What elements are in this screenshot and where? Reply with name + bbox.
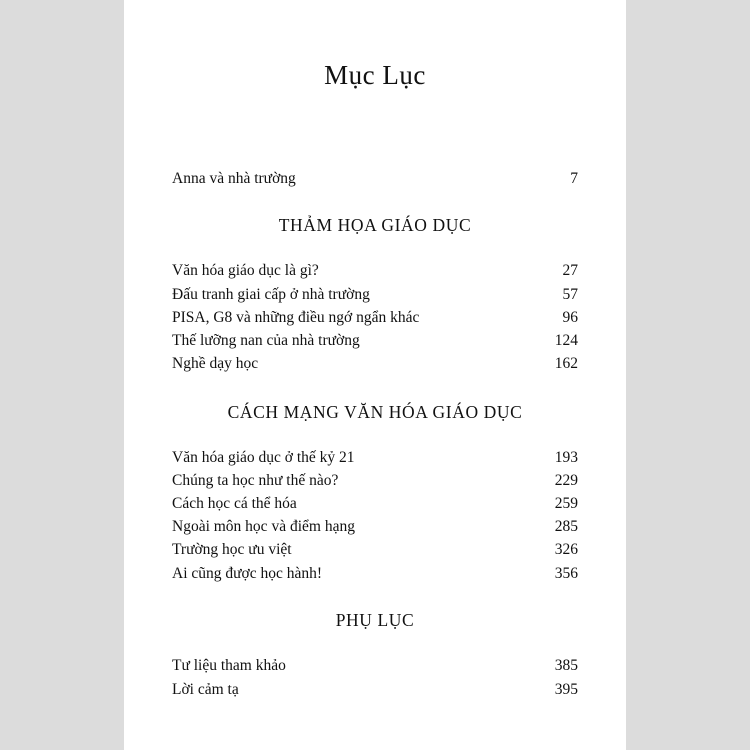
toc-entry-label: Thế lưỡng nan của nhà trường [172, 332, 360, 349]
toc-entry-page: 162 [554, 355, 578, 372]
toc-entry-intro [172, 168, 578, 190]
toc-entry-label: Lời cảm tạ [172, 681, 239, 698]
toc-entry-page: 326 [554, 541, 578, 558]
toc-entry-label: Trường học ưu việt [172, 541, 292, 558]
toc-entry [172, 539, 578, 561]
toc-entry-label: Văn hóa giáo dục ở thế kỷ 21 [172, 449, 355, 466]
toc-entry-page: 356 [554, 565, 578, 582]
toc-entry [172, 493, 578, 515]
book-page [124, 0, 626, 750]
toc-entry [172, 470, 578, 492]
toc-entry-page: 27 [562, 262, 578, 279]
toc-entry [172, 307, 578, 329]
toc-entry-page: 259 [554, 495, 578, 512]
toc-entry [172, 330, 578, 352]
toc-entry [172, 679, 578, 701]
toc-entry-label: Cách học cá thể hóa [172, 495, 297, 512]
toc-entry [172, 260, 578, 282]
toc-entry [172, 353, 578, 375]
toc-entry-label: PISA, G8 và những điều ngớ ngẩn khác [172, 309, 420, 326]
toc-entry-page: 285 [554, 518, 578, 535]
section-heading-1: THẢM HỌA GIÁO DỤC [278, 215, 472, 235]
toc-entry [172, 563, 578, 585]
toc-entry-page: 229 [554, 472, 578, 489]
toc-entry [172, 284, 578, 306]
toc-entry [172, 447, 578, 469]
toc-entry-label: Chúng ta học như thế nào? [172, 472, 339, 489]
toc-entry-label: Ngoài môn học và điểm hạng [172, 518, 355, 535]
page-title: Mục Lục [324, 60, 426, 90]
toc-entry-page: 57 [562, 286, 578, 303]
section-heading-2: CÁCH MẠNG VĂN HÓA GIÁO DỤC [227, 402, 523, 422]
toc-entry-label: Tư liệu tham khảo [172, 657, 286, 674]
toc-entry-page: 124 [554, 332, 578, 349]
toc-entry-label: Anna và nhà trường [172, 170, 296, 187]
toc-entry-page: 7 [570, 170, 578, 187]
toc-entry-page: 385 [554, 657, 578, 674]
toc-entry-page: 193 [554, 449, 578, 466]
toc-entry [172, 516, 578, 538]
toc-entry-label: Ai cũng được học hành! [172, 565, 323, 582]
toc-entry-page: 96 [562, 309, 578, 326]
section-heading-3: PHỤ LỤC [335, 610, 415, 630]
toc-entry [172, 655, 578, 677]
toc-entry-label: Nghề dạy học [172, 355, 259, 372]
toc-entry-label: Văn hóa giáo dục là gì? [172, 262, 319, 279]
toc-entry-label: Đấu tranh giai cấp ở nhà trường [172, 286, 370, 303]
toc-entry-page: 395 [554, 681, 578, 698]
